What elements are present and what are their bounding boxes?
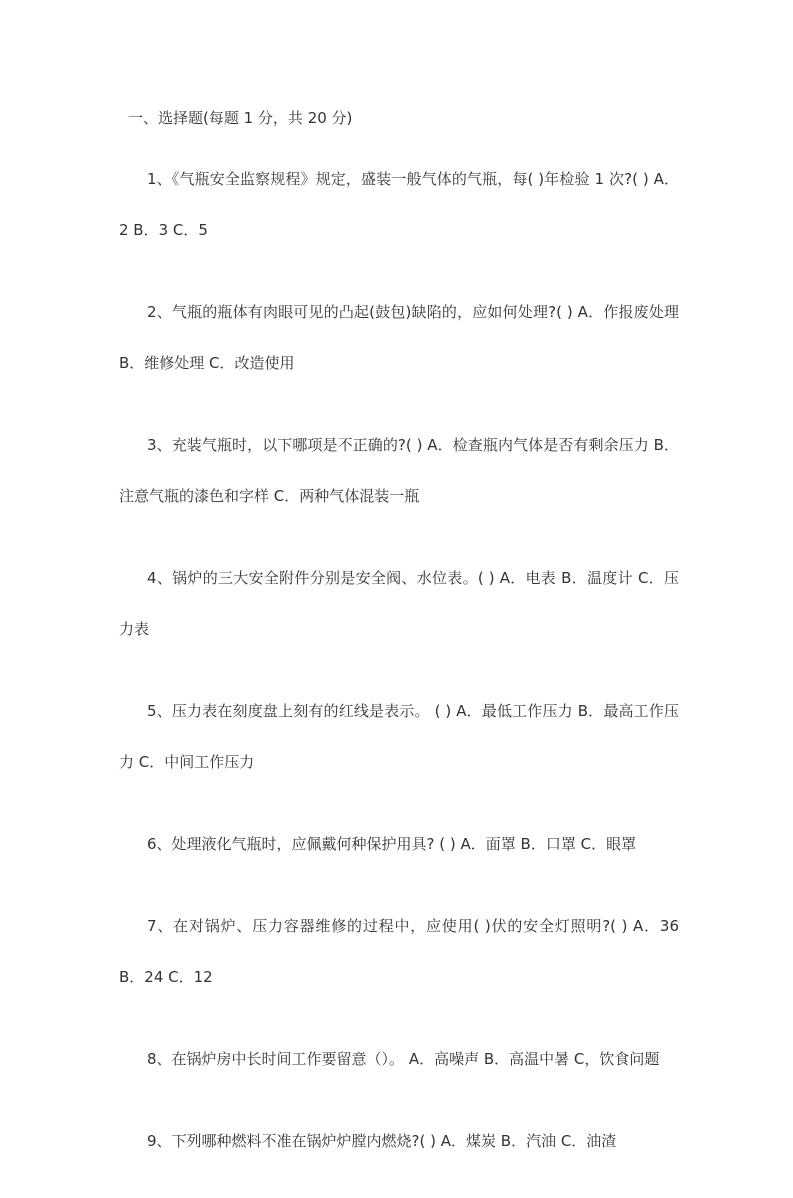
question-6: 6、处理液化气瓶时，应佩戴何种保护用具? ( ) A．面罩 B．口罩 C．眼罩: [147, 835, 637, 853]
question-9: 9、下列哪种燃料不准在锅炉炉膛内燃烧?( ) A．煤炭 B．汽油 C．油渣: [147, 1132, 617, 1150]
question-1: 1、《气瓶安全监察规程》规定，盛装一般气体的气瓶，每( )年检验 1 次?( ) A．2 B．3 C．5: [119, 170, 679, 239]
question-7: 7、在对锅炉、压力容器维修的过程中，应使用( )伏的安全灯照明?( ) A．36 B．24 C．12: [119, 917, 679, 986]
question-4: 4、锅炉的三大安全附件分别是安全阀、水位表。( ) A．电表 B．温度计 C．压力表: [119, 569, 679, 638]
question-2: 2、气瓶的瓶体有肉眼可见的凸起(鼓包)缺陷的，应如何处理?( ) A．作报废处理 B．维修处理 C．改造使用: [119, 303, 679, 372]
question-5: 5、压力表在刻度盘上刻有的红线是表示。 ( ) A．最低工作压力 B．最高工作压力 C．中间工作压力: [119, 702, 679, 771]
section-title: 一、选择题(每题 1 分，共 20 分): [128, 109, 353, 127]
question-list: [119, 160, 679, 1198]
question-3: 3、充装气瓶时，以下哪项是不正确的?( ) A．检查瓶内气体是否有剩余压力 B．注意气瓶的漆色和字样 C．两种气体混装一瓶: [119, 436, 679, 505]
question-8: 8、在锅炉房中长时间工作要留意（）。 A．高噪声 B．高温中暑 C，饮食问题: [147, 1050, 660, 1068]
